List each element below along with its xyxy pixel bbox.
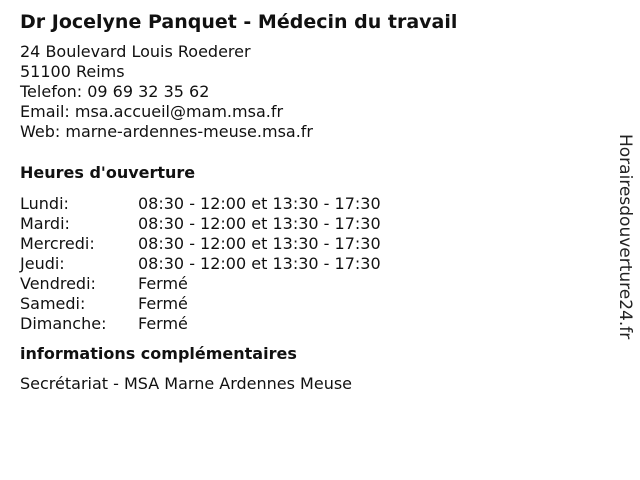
day-label: Vendredi:: [20, 274, 96, 293]
hours-row-wednesday: [20, 234, 580, 254]
time-value: Fermé: [138, 294, 188, 313]
day-label: Samedi:: [20, 294, 86, 313]
time-value: 08:30 - 12:00 et 13:30 - 17:30: [138, 194, 381, 213]
time-value: 08:30 - 12:00 et 13:30 - 17:30: [138, 254, 381, 273]
day-label: Mardi:: [20, 214, 70, 233]
day-label: Dimanche:: [20, 314, 107, 333]
phone-text: Telefon: 09 69 32 35 62: [20, 82, 210, 101]
business-card: [20, 9, 580, 394]
hours-row-thursday: [20, 254, 580, 274]
hours-row-tuesday: [20, 214, 580, 234]
day-label: Mercredi:: [20, 234, 95, 253]
time-value: Fermé: [138, 274, 188, 293]
time-value: 08:30 - 12:00 et 13:30 - 17:30: [138, 214, 381, 233]
time-value: Fermé: [138, 314, 188, 333]
brand-watermark: Horairesdouverture24.fr: [615, 134, 635, 340]
email-text: Email: msa.accueil@mam.msa.fr: [20, 102, 284, 121]
hours-list: [20, 194, 580, 334]
day-label: Jeudi:: [20, 254, 65, 273]
hours-row-monday: [20, 194, 580, 214]
hours-row-saturday: [20, 294, 580, 314]
hours-heading: Heures d'ouverture: [20, 163, 196, 182]
website-text: Web: marne-ardennes-meuse.msa.fr: [20, 122, 313, 141]
page-title: Dr Jocelyne Panquet - Médecin du travail: [20, 11, 458, 33]
address-city: 51100 Reims: [20, 62, 125, 81]
info-text: Secrétariat - MSA Marne Ardennes Meuse: [20, 374, 353, 393]
address-street: 24 Boulevard Louis Roederer: [20, 42, 251, 61]
hours-row-friday: [20, 274, 580, 294]
day-label: Lundi:: [20, 194, 69, 213]
info-heading: informations complémentaires: [20, 344, 297, 363]
hours-row-sunday: [20, 314, 580, 334]
time-value: 08:30 - 12:00 et 13:30 - 17:30: [138, 234, 381, 253]
